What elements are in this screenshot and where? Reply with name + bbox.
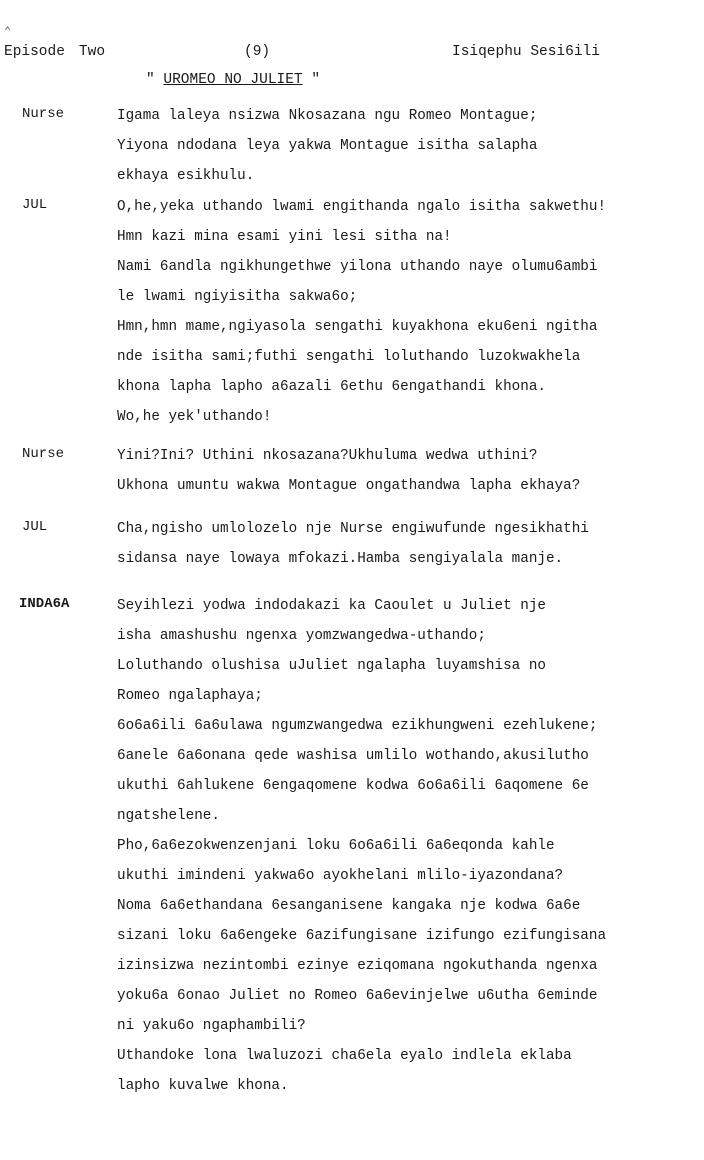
speech-line: ngatshelene. — [117, 808, 220, 824]
speech-line: Romeo ngalaphaya; — [117, 688, 263, 704]
speech-line: Yiyona ndodana leya yakwa Montague isitha salapha — [117, 138, 538, 154]
speech-line: Loluthando olushisa uJuliet ngalapha luyamshisa no — [117, 658, 546, 674]
speech-line: sizani loku 6a6engeke 6azifungisane izifungo ezifungisana — [117, 928, 607, 944]
speech-lines — [117, 197, 697, 437]
speech-line: Nami 6andla ngikhungethwe yilona uthando naye olumu6ambi — [117, 259, 598, 275]
speech-line: Hmn,hmn mame,ngiyasola sengathi kuyakhona eku6eni ngitha — [117, 319, 598, 335]
speech-line: khona lapha lapho a6azali 6ethu 6engathandi khona. — [117, 379, 546, 395]
speech-line: Pho,6a6ezokwenzenjani loku 6o6a6ili 6a6eqonda kahle — [117, 838, 555, 854]
speech-line: ukuthi imindeni yakwa6o ayokhelani mlilo-iyazondana? — [117, 868, 564, 884]
speech-line: ukuthi 6ahlukene 6engaqomene kodwa 6o6a6ili 6aqomene 6e — [117, 778, 589, 794]
speech-line: Igama laleya nsizwa Nkosazana ngu Romeo Montague; — [117, 108, 538, 124]
episode-word: Episode — [4, 44, 65, 60]
speech-line: Hmn kazi mina esami yini lesi sitha na! — [117, 229, 452, 245]
speech-line: izinsizwa nezintombi ezinye eziqomana ngokuthanda ngenxa — [117, 958, 598, 974]
title-text: UROMEO NO JULIET — [163, 72, 303, 88]
speaker-name: JUL — [22, 519, 48, 535]
speech-line: ni yaku6o ngaphambili? — [117, 1018, 306, 1034]
speech-line: le lwami ngiyisitha sakwa6o; — [117, 289, 358, 305]
speaker-name: JUL — [22, 197, 48, 213]
speech-line: 6anele 6a6onana qede washisa umlilo wothando,akusilutho — [117, 748, 589, 764]
speech-line: nde isitha sami;futhi sengathi loluthando luzokwakhela — [117, 349, 581, 365]
speech-line: ekhaya esikhulu. — [117, 168, 255, 184]
speech-line: O,he,yeka uthando lwami engithanda ngalo isitha sakwethu! — [117, 199, 607, 215]
speech-line: Noma 6a6ethandana 6esanganisene kangaka nje kodwa 6a6e — [117, 898, 581, 914]
title-open-quote: " — [146, 72, 155, 88]
title-close-quote: " — [311, 72, 321, 88]
speech-line: Uthandoke lona lwaluzozi cha6ela eyalo indlela eklaba — [117, 1048, 572, 1064]
speaker-name: INDA6A — [19, 596, 70, 612]
speaker-name: Nurse — [22, 446, 65, 462]
speech-line: 6o6a6ili 6a6ulawa ngumzwangedwa ezikhungweni ezehlukene; — [117, 718, 598, 734]
speech-line: lapho kuvalwe khona. — [117, 1078, 289, 1094]
episode-label — [4, 44, 105, 60]
speech-line: Seyihlezi yodwa indodakazi ka Caoulet u Juliet nje — [117, 598, 546, 614]
margin-mark: ⌃ — [4, 25, 12, 39]
speech-lines — [117, 519, 697, 579]
speaker-name: Nurse — [22, 106, 65, 122]
play-title — [146, 72, 320, 88]
speech-lines — [117, 596, 697, 1106]
speech-line: Yini?Ini? Uthini nkosazana?Ukhuluma wedwa uthini? — [117, 448, 538, 464]
speech-line: sidansa naye lowaya mfokazi.Hamba sengiyalala manje. — [117, 551, 564, 567]
speech-line: Cha,ngisho umlolozelo nje Nurse engiwufunde ngesikhathi — [117, 521, 589, 537]
isiqephu-label: Isiqephu Sesi6ili — [452, 44, 600, 60]
speech-line: Wo,he yek'uthando! — [117, 409, 272, 425]
page-number: (9) — [244, 44, 271, 60]
speech-lines — [117, 446, 697, 506]
speech-line: yoku6a 6onao Juliet no Romeo 6a6evinjelwe u6utha 6eminde — [117, 988, 598, 1004]
speech-line: isha amashushu ngenxa yomzwangedwa-uthando; — [117, 628, 486, 644]
speech-line: Ukhona umuntu wakwa Montague ongathandwa lapha ekhaya? — [117, 478, 581, 494]
speech-lines — [117, 106, 697, 196]
episode-number: Two — [78, 44, 106, 60]
